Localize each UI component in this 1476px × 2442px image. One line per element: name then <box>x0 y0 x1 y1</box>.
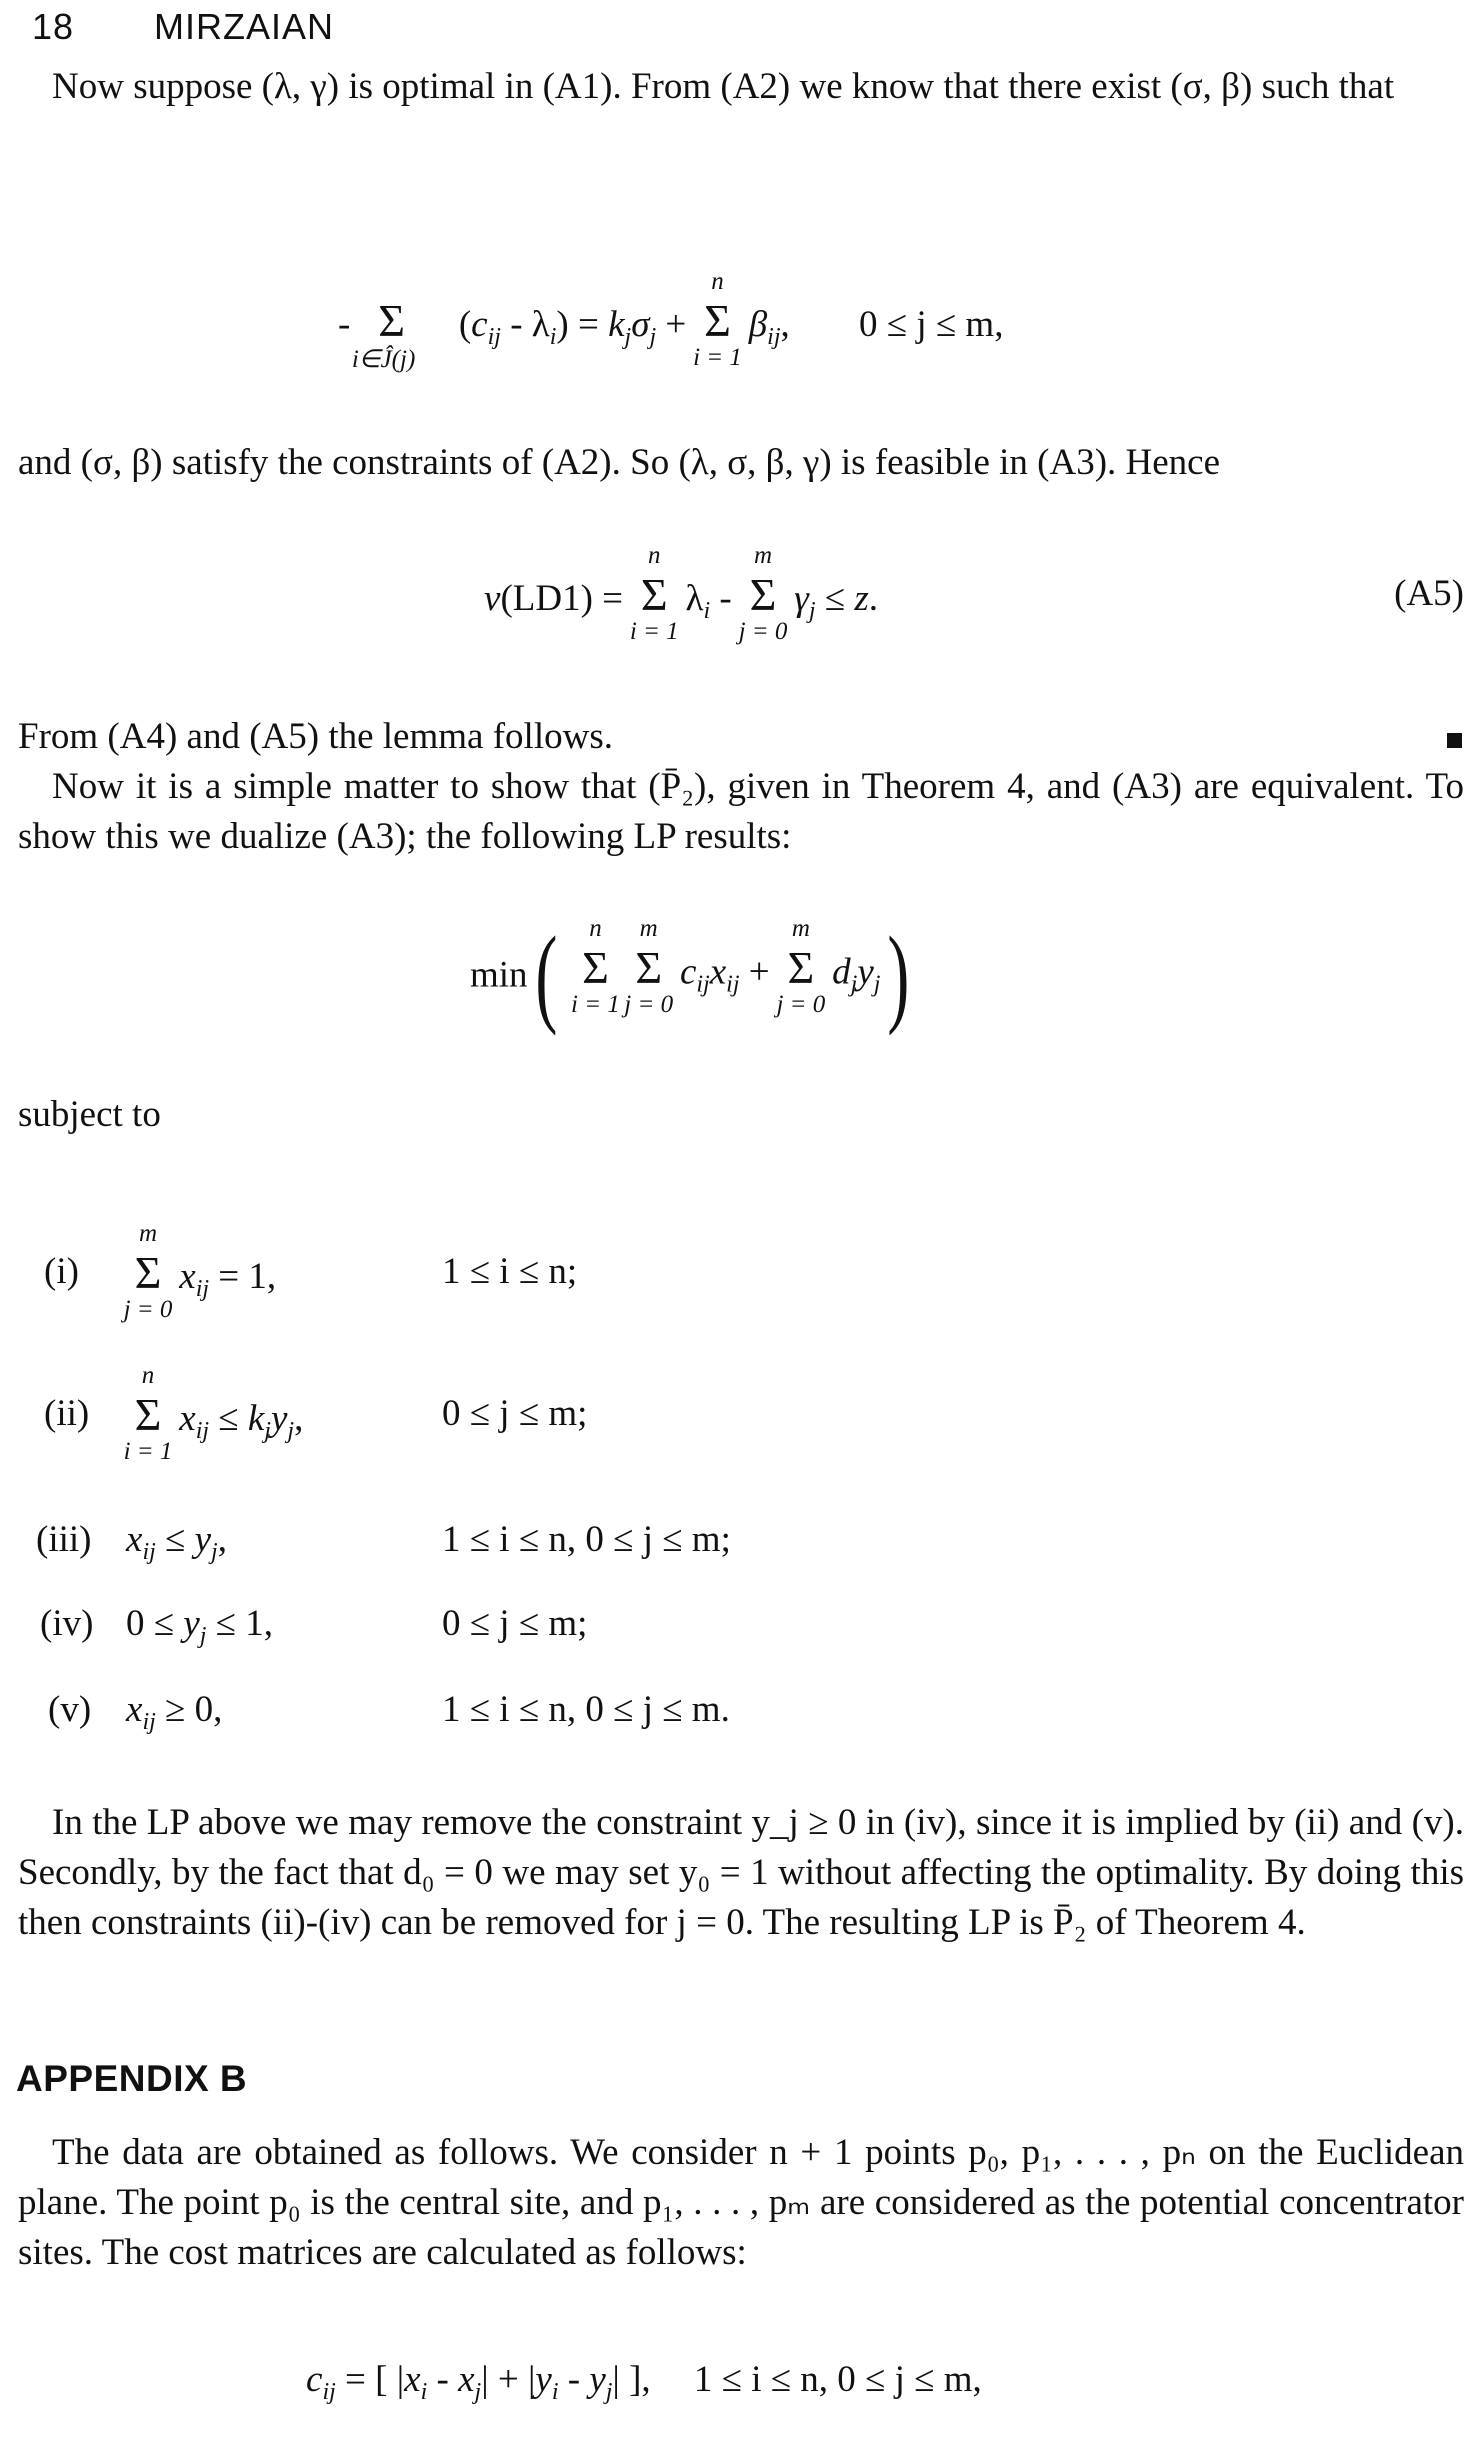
constraint-iii-range: 1 ≤ i ≤ n, 0 ≤ j ≤ m; <box>442 1519 731 1560</box>
paragraph-1 <box>18 62 1464 112</box>
constraint-iii-expr: $x_{ij} \le y_j$, <box>126 1519 227 1565</box>
appendix-b-heading: APPENDIX B <box>16 2058 248 2099</box>
constraint-v-label: (v) <box>48 1689 92 1730</box>
constraint-i-expr: m Σ j = 0 $x_{ij} = 1$, <box>123 1220 277 1323</box>
equation-1-condition: 0 ≤ j ≤ m, <box>859 304 1004 345</box>
constraint-i-range: 1 ≤ i ≤ n; <box>442 1251 578 1292</box>
paragraph-2 <box>18 438 1464 488</box>
constraint-v-expr: $x_{ij} \ge 0$, <box>126 1689 223 1735</box>
constraint-ii-expr: n Σ i = 1 $x_{ij} \le k_jy_j$, <box>123 1362 304 1465</box>
paragraph-5 <box>18 2128 1464 2278</box>
equation-1: - Σ i∈Ĵ(j) $(c_{ij} - \lambda_i) = k_j\sigma_j$ + n Σ i = 1 $\beta_{ij}$, 0 ≤ j ≤ m, <box>338 268 1004 373</box>
constraint-iii-label: (iii) <box>36 1519 92 1560</box>
paragraph-4-text: In the LP above we may remove the constraint y_j ≥ 0 in (iv), since it is implied by (ii) and (v). Secondly, by the fact that d₀ = 0 we may set y₀ = 1 without affecting the optimality. By doing this then constraints (ii)-(iv) can be removed for j = 0. The resulting LP is P̄₂ of Theorem 4. <box>18 1802 1464 1943</box>
paragraph-3 <box>18 762 1464 862</box>
constraint-iv-expr: $0 \le y_j \le 1$, <box>126 1603 273 1649</box>
subject-to <box>18 1090 1464 1140</box>
constraint-i-label: (i) <box>44 1251 79 1292</box>
equation-a5: v(LD1) = n Σ i = 1 $\lambda_i$ - m Σ j = 0 $\gamma_j \le z$. <box>484 542 878 645</box>
subject-to-text: subject to <box>18 1094 161 1135</box>
cost-equation: $c_{ij}$ = [ $|x_i - x_j| + |y_i - y_j|$ ], 1 ≤ i ≤ n, 0 ≤ j ≤ m, <box>306 2359 982 2405</box>
paragraph-3-first-text: From (A4) and (A5) the lemma follows. <box>18 716 613 757</box>
equation-label-a5: (A5) <box>1394 573 1464 614</box>
objective-function: min( n Σ i = 1 m Σ j = 0 $c_{ij}x_{ij}$ + m Σ j = 0 $d_jy_j$) <box>470 914 910 1036</box>
paragraph-1-text: Now suppose (λ, γ) is optimal in (A1). From (A2) we know that there exist (σ, β) such that <box>52 66 1395 107</box>
constraint-ii-label: (ii) <box>44 1393 90 1434</box>
cost-equation-condition: 1 ≤ i ≤ n, 0 ≤ j ≤ m, <box>693 2359 982 2400</box>
constraint-iv-label: (iv) <box>40 1603 94 1644</box>
constraint-iv-range: 0 ≤ j ≤ m; <box>442 1603 588 1644</box>
constraint-ii-range: 0 ≤ j ≤ m; <box>442 1393 588 1434</box>
paragraph-3-first <box>18 712 1464 762</box>
paragraph-5-text: The data are obtained as follows. We consider n + 1 points p₀, p₁, . . . , pₙ on the Euclidean plane. The point p₀ is the central site, and p₁, . . . , pₘ are considered as the potential concentrator sites. The cost matrices are calculated as follows: <box>18 2132 1464 2273</box>
constraint-v-range: 1 ≤ i ≤ n, 0 ≤ j ≤ m. <box>442 1689 730 1730</box>
paragraph-2-text: and (σ, β) satisfy the constraints of (A2). So (λ, σ, β, γ) is feasible in (A3). Hence <box>18 442 1221 483</box>
running-title: MIRZAIAN <box>154 6 335 47</box>
qed-symbol <box>1447 733 1462 748</box>
paragraph-4 <box>18 1798 1464 1948</box>
running-header <box>32 6 334 48</box>
page-number: 18 <box>32 6 75 47</box>
paragraph-3-text: Now it is a simple matter to show that (P̄₂), given in Theorem 4, and (A3) are equivalent. To show this we dualize (A3); the following LP results: <box>18 766 1464 857</box>
